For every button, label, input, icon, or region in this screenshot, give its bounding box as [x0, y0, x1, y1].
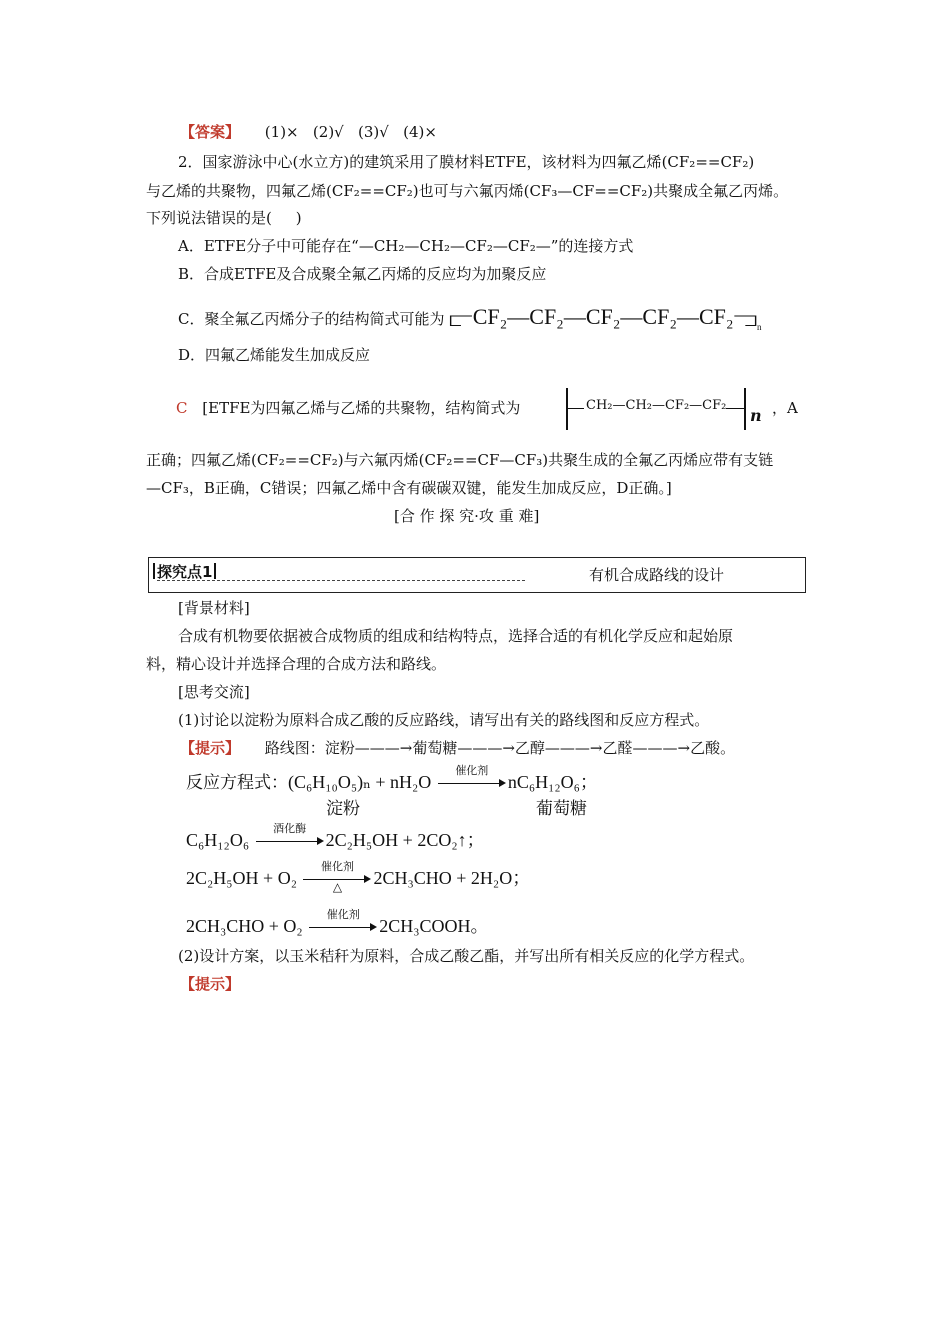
- option-c-polymer-n: n: [757, 322, 762, 332]
- option-c-polymer: [449, 304, 762, 332]
- explore-point-label: [153, 561, 218, 582]
- thinking-q1: (1)讨论以淀粉为原料合成乙酸的反应路线，请写出有关的路线图和反应方程式。: [178, 711, 710, 729]
- eq4-arrow-shaft: [309, 927, 371, 928]
- eq1-arrow: [438, 763, 506, 794]
- eq1-arrow-shaft: [438, 783, 500, 784]
- question-2-line2: 与乙烯的共聚物，四氟乙烯(CF₂==CF₂)也可与六氟丙烯(CF₃—CF==CF₂)共聚成全氟乙丙烯。: [146, 182, 789, 200]
- eq1-under-glucose: 葡萄糖: [536, 799, 587, 819]
- thinking-heading: [思考交流]: [178, 683, 250, 701]
- eq2-condition: 酒化酶: [273, 821, 307, 835]
- eq1-condition: 催化剂: [455, 763, 489, 777]
- option-c-prefix: C．聚全氟乙丙烯分子的结构简式可能为: [178, 310, 445, 328]
- option-d: D．四氟乙烯能发生加成反应: [178, 346, 371, 364]
- eq3-condition: 催化剂: [320, 859, 354, 873]
- explanation-answer-letter: C: [176, 399, 188, 417]
- eq2-arrow: [256, 821, 324, 852]
- hint-tag-2-text: 【提示】: [180, 975, 241, 993]
- explore-point-bar-right: [214, 563, 216, 579]
- struct-left-bond: [566, 408, 584, 409]
- eq2-right: 2C₂H₅OH + 2CO₂↑；: [325, 830, 485, 850]
- eq1-left: (C₆H₁₀O₅)ₙ + nH₂O: [288, 772, 432, 792]
- equation-3: [186, 859, 531, 894]
- eq2-arrow-head: [317, 837, 324, 845]
- equation-1: [186, 763, 598, 794]
- eq1-arrow-head: [499, 779, 506, 787]
- equation-2: [186, 821, 485, 852]
- eq4-arrow: [309, 907, 377, 938]
- explore-point-box: [148, 557, 806, 593]
- explanation-line2: 正确；四氟乙烯(CF₂==CF₂)与六氟丙烯(CF₂==CF—CF₃)共聚生成的全氟乙丙烯应带有支链: [146, 451, 774, 469]
- background-para-line2: 料，精心设计并选择合理的合成方法和路线。: [146, 655, 447, 673]
- struct-n: n: [750, 406, 762, 425]
- option-b: B．合成ETFE及合成聚全氟乙丙烯的反应均为加聚反应: [178, 265, 547, 283]
- section-heading: [合 作 探 究·攻 重 难]: [394, 507, 540, 525]
- polymer-bracket-open: ⫍: [449, 306, 473, 331]
- answer-tag: 【答案】: [180, 123, 241, 141]
- eq3-condition-below: △: [332, 879, 343, 894]
- struct-right-bracket: [744, 388, 746, 430]
- route-text: 路线图：淀粉———→葡萄糖———→乙醇———→乙醛———→乙酸。: [264, 739, 736, 757]
- polymer-bracket-close: ⫎: [733, 306, 758, 331]
- option-c: [178, 303, 762, 341]
- eq3-left: 2C₂H₅OH + O₂: [186, 868, 297, 888]
- struct-text: CH₂—CH₂—CF₂—CF₂: [586, 398, 727, 413]
- explore-point-bar: [153, 563, 155, 579]
- explore-point-title: 有机合成路线的设计: [589, 566, 725, 584]
- background-heading: [背景材料]: [178, 599, 250, 617]
- explanation-line1: [176, 396, 520, 420]
- equation-4: [186, 907, 489, 938]
- eq4-right: 2CH₃COOH。: [379, 916, 489, 936]
- struct-right-bond: [726, 408, 744, 409]
- answer-items: (1)× (2)√ (3)√ (4)×: [264, 123, 437, 141]
- explanation-suffix: ，A: [772, 399, 798, 417]
- explanation-line3: —CF₃，B正确，C错误；四氟乙烯中含有碳碳双键，能发生加成反应，D正确。]: [146, 479, 672, 497]
- structure-formula: [564, 388, 774, 430]
- eq4-arrow-head: [370, 923, 377, 931]
- explore-point-text: 探究点1: [157, 563, 213, 581]
- explore-dashed-rule: [157, 580, 525, 581]
- eq4-condition: 催化剂: [326, 907, 360, 921]
- background-para-line1: 合成有机物要依据被合成物质的组成和结构特点，选择合适的有机化学反应和起始原: [178, 627, 734, 645]
- eq1-right: nC₆H₁₂O₆；: [507, 772, 598, 792]
- question-2-line1: 2．国家游泳中心(水立方)的建筑采用了膜材料ETFE，该材料为四氟乙烯(CF₂==CF₂): [178, 153, 755, 171]
- explanation-prefix: [ETFE为四氟乙烯与乙烯的共聚物，结构简式为: [202, 399, 521, 417]
- option-c-polymer-chain: CF₂—CF₂—CF₂—CF₂—CF₂: [472, 304, 734, 329]
- eq2-arrow-shaft: [256, 841, 318, 842]
- question-2-line3: 下列说法错误的是( ): [146, 209, 302, 227]
- hint-tag-2: [180, 974, 240, 994]
- eq3-arrow: [303, 859, 371, 894]
- option-a: A．ETFE分子中可能存在“—CH₂—CH₂—CF₂—CF₂—”的连接方式: [178, 237, 634, 255]
- eq4-left: 2CH₃CHO + O₂: [186, 916, 303, 936]
- eq2-left: C₆H₁₂O₆: [186, 830, 250, 850]
- struct-left-bracket: [566, 388, 568, 430]
- equation-label: 反应方程式：: [186, 773, 288, 793]
- hint-tag: 【提示】: [180, 739, 241, 757]
- eq3-right: 2CH₃CHO + 2H₂O；: [373, 868, 531, 888]
- eq1-under-starch: 淀粉: [326, 799, 360, 819]
- hint-route-line: [180, 738, 735, 758]
- thinking-q2: (2)设计方案，以玉米秸秆为原料，合成乙酸乙酯，并写出所有相关反应的化学方程式。: [178, 947, 755, 965]
- answer-line: [180, 122, 437, 142]
